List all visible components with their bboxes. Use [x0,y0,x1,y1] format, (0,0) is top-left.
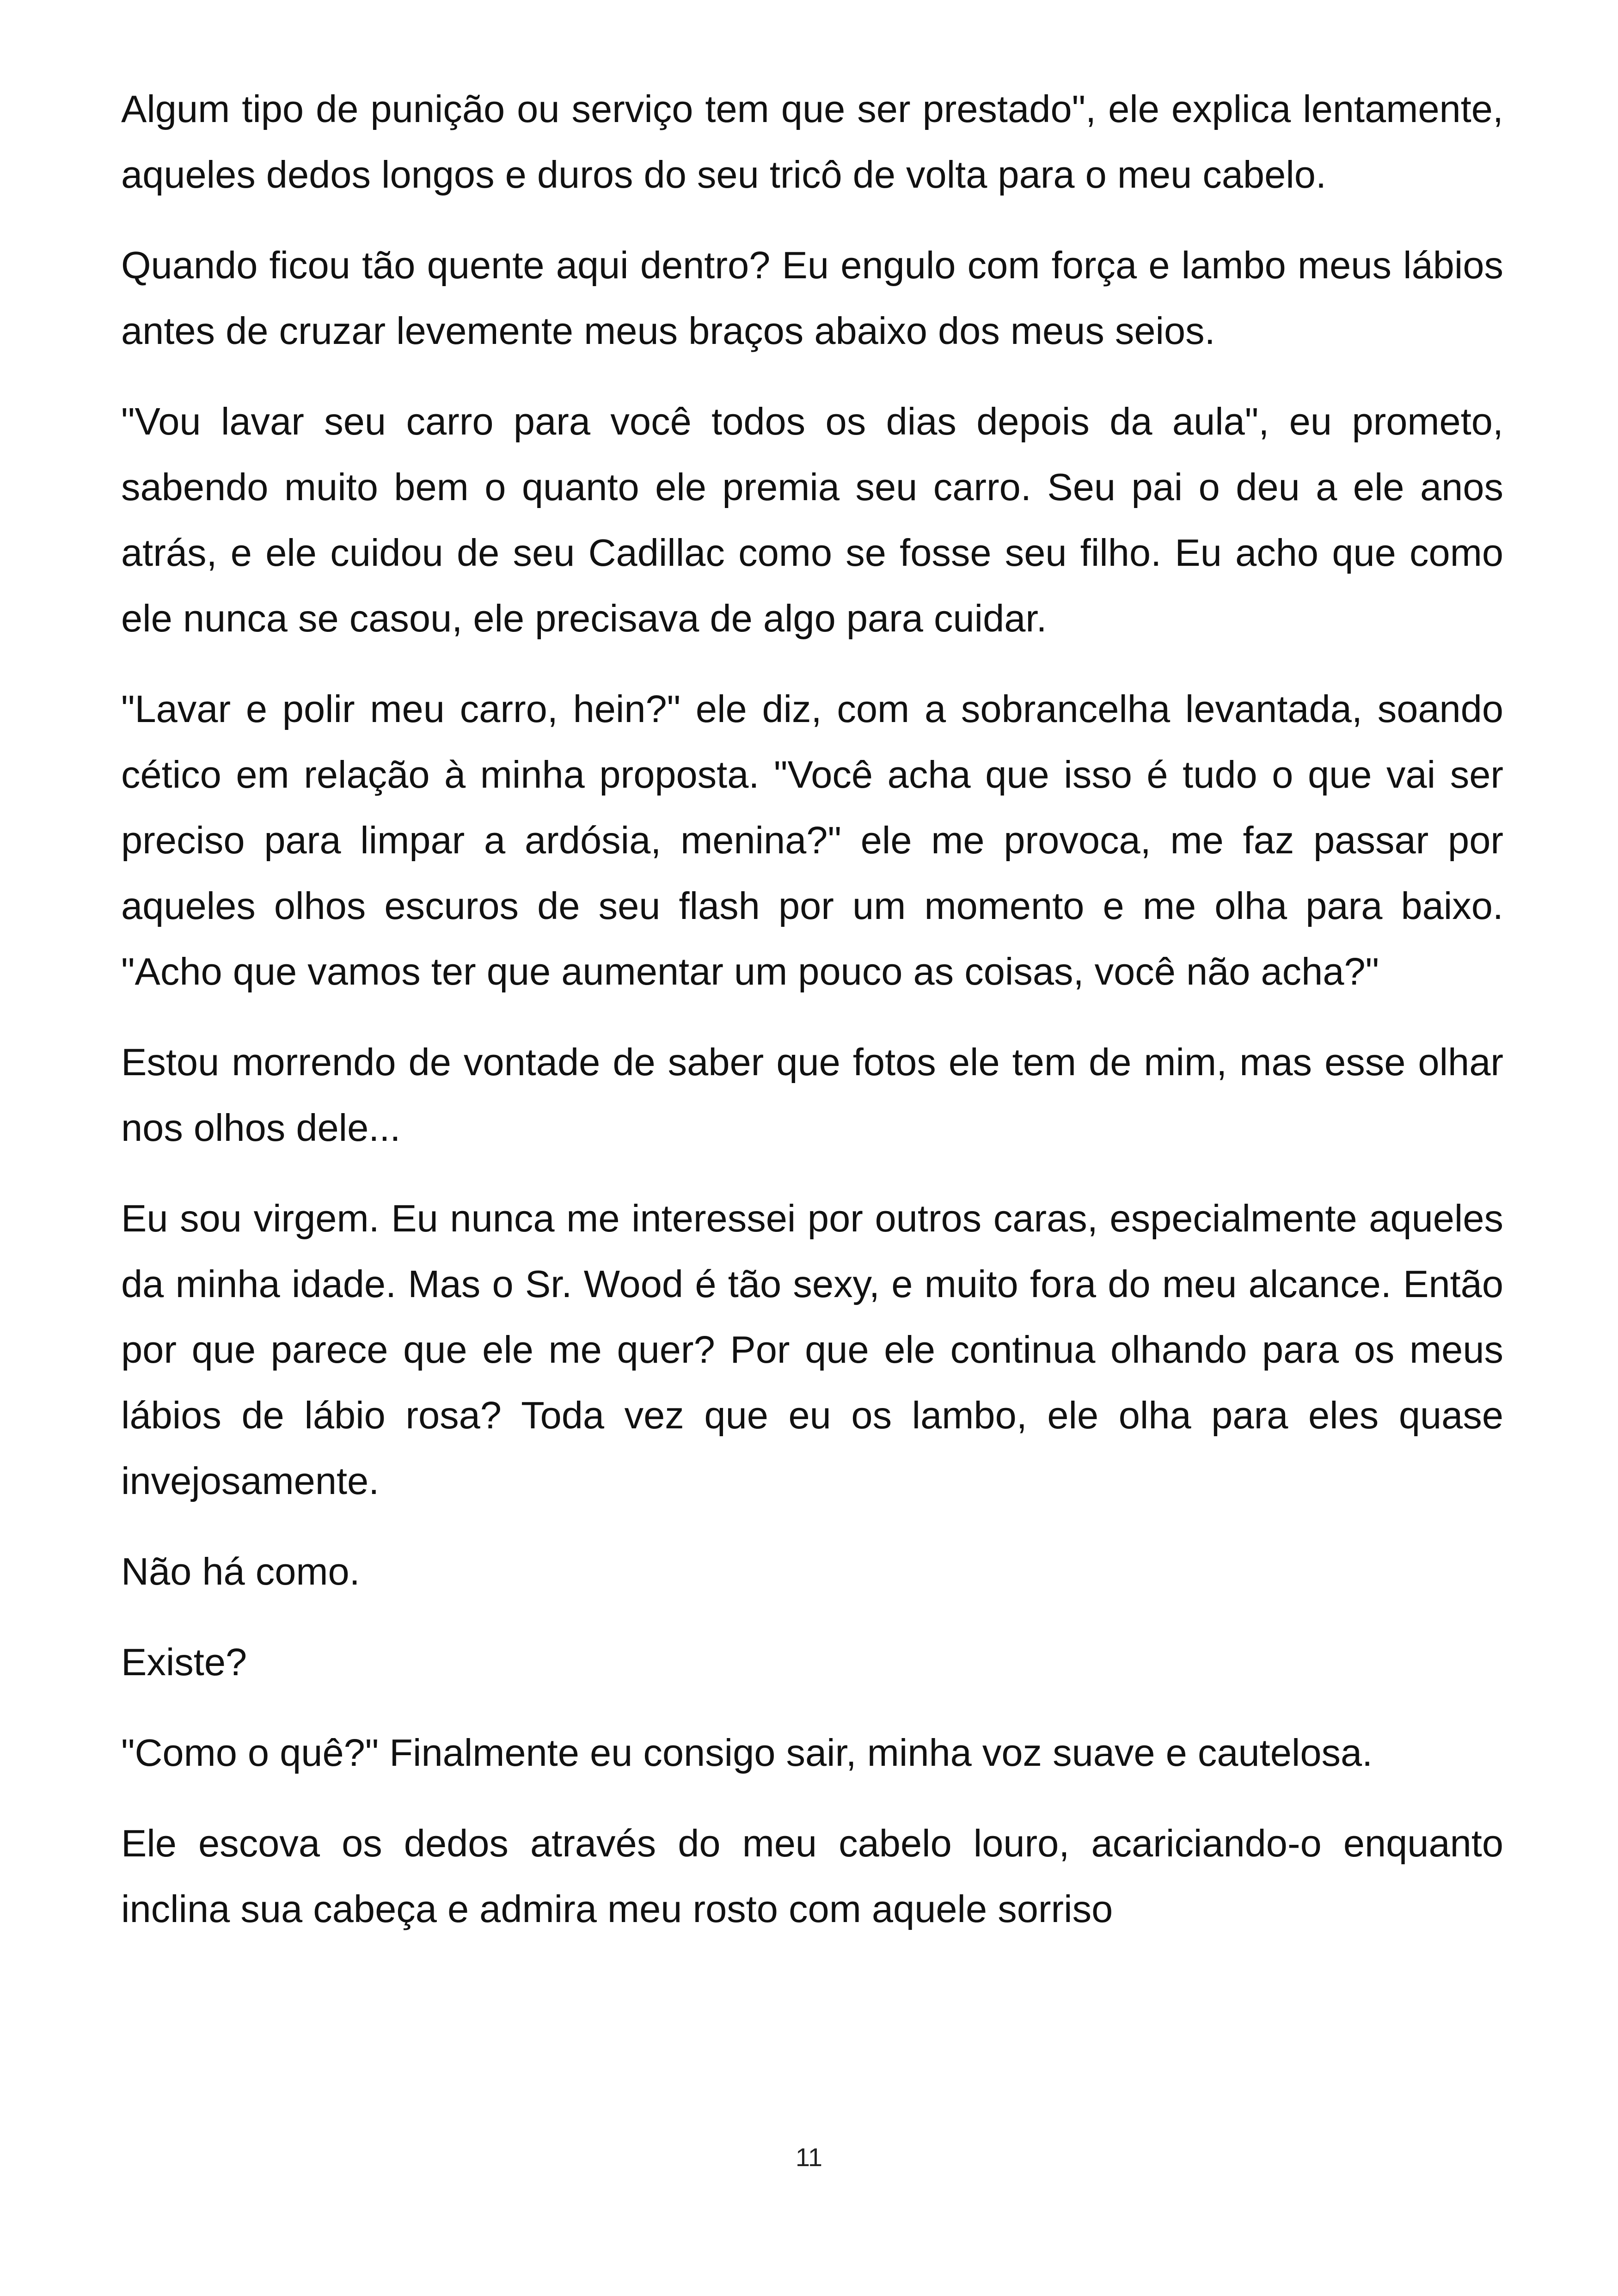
paragraph: "Lavar e polir meu carro, hein?" ele diz, com a sobrancelha levantada, soando cético em relação à minha proposta. "Você acha que isso é tudo o que vai ser preciso para limpar a ardósia, menina?" ele me provoca, me faz passar por aqueles olhos escuros de seu flash por um momento e me olha para baixo. "Acho que vamos ter que aumentar um pouco as coisas, você não acha?" [121,687,1503,993]
paragraph: Algum tipo de punição ou serviço tem que ser prestado", ele explica lentamente, aqueles dedos longos e duros do seu tricô de volta para o meu cabelo. [121,87,1503,196]
paragraph: Não há como. [121,1550,360,1593]
paragraph: Eu sou virgem. Eu nunca me interessei por outros caras, especialmente aqueles da minha idade. Mas o Sr. Wood é tão sexy, e muito fora do meu alcance. Então por que parece que ele me quer? Por que ele continua olhando para os meus lábios de lábio rosa? Toda vez que eu os lambo, ele olha para eles quase invejosamente. [121,1197,1503,1502]
paragraph: "Como o quê?" Finalmente eu consigo sair, minha voz suave e cautelosa. [121,1731,1373,1774]
paragraph: Existe? [121,1641,247,1684]
paragraph: Quando ficou tão quente aqui dentro? Eu engulo com força e lambo meus lábios antes de cruzar levemente meus braços abaixo dos meus seios. [121,244,1503,352]
body-text [121,76,1503,1967]
paragraph: Estou morrendo de vontade de saber que fotos ele tem de mim, mas esse olhar nos olhos dele... [121,1041,1503,1149]
paragraph: "Vou lavar seu carro para você todos os dias depois da aula", eu prometo, sabendo muito bem o quanto ele premia seu carro. Seu pai o deu a ele anos atrás, e ele cuidou de seu Cadillac como se fosse seu filho. Eu acho que como ele nunca se casou, ele precisava de algo para cuidar. [121,400,1503,640]
paragraph: Ele escova os dedos através do meu cabelo louro, acariciando-o enquanto inclina sua cabeça e admira meu rosto com aquele sorriso [121,1822,1503,1930]
page-number: 11 [795,2143,823,2172]
